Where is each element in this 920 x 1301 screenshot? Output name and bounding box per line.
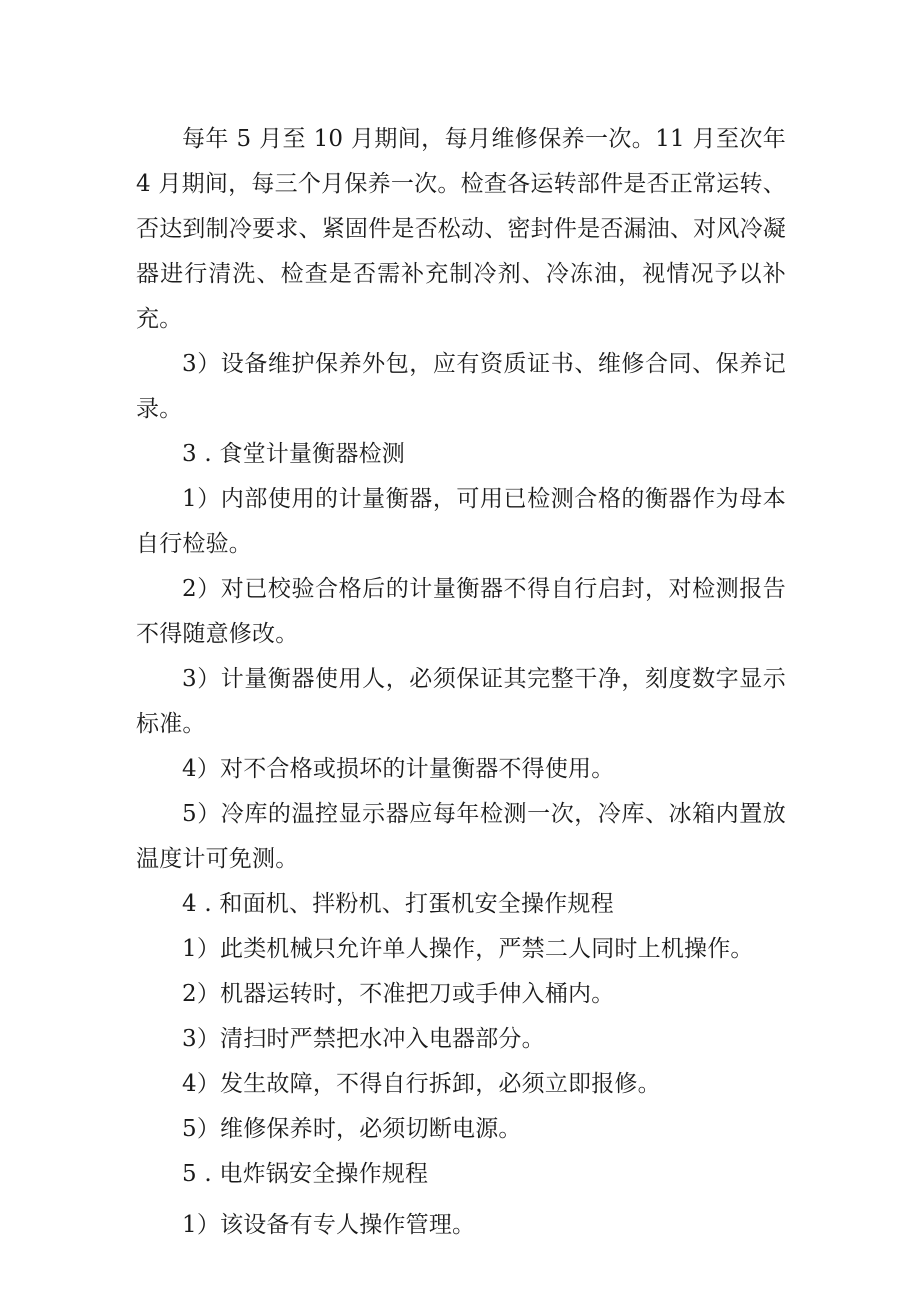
- section-heading-mixer-safety: 4 . 和面机、拌粉机、打蛋机安全操作规程: [182, 891, 614, 917]
- document-body: [136, 117, 786, 1248]
- paragraph-mixer-item-3: 3）清扫时严禁把水冲入电器部分。: [182, 1026, 545, 1052]
- paragraph-mixer-item-1: 1）此类机械只允许单人操作，严禁二人同时上机操作。: [182, 936, 754, 962]
- paragraph-outsourced-maintenance: 3）设备维护保养外包，应有资质证书、维修合同、保养记录。: [136, 351, 786, 422]
- paragraph-scale-item-1: 1）内部使用的计量衡器，可用已检测合格的衡器作为母本自行检验。: [136, 486, 786, 557]
- section-heading-scale-inspection: 3 . 食堂计量衡器检测: [182, 441, 405, 467]
- paragraph-scale-item-4: 4）对不合格或损坏的计量衡器不得使用。: [182, 756, 615, 782]
- paragraph-scale-item-5: 5）冷库的温控显示器应每年检测一次，冷库、冰箱内置放温度计可免测。: [136, 801, 786, 872]
- section-heading-fryer-safety: 5 . 电炸锅安全操作规程: [182, 1161, 429, 1187]
- paragraph-scale-item-3: 3）计量衡器使用人，必须保证其完整干净，刻度数字显示标准。: [136, 666, 786, 737]
- paragraph-mixer-item-2: 2）机器运转时，不准把刀或手伸入桶内。: [182, 981, 615, 1007]
- paragraph-fryer-item-1: 1）该设备有专人操作管理。: [182, 1212, 476, 1238]
- paragraph-mixer-item-5: 5）维修保养时，必须切断电源。: [182, 1116, 522, 1142]
- paragraph-mixer-item-4: 4）发生故障，不得自行拆卸，必须立即报修。: [182, 1071, 661, 1097]
- paragraph-maintenance-schedule: 每年 5 月至 10 月期间，每月维修保养一次。11 月至次年 4 月期间，每三个月保养一次。检查各运转部件是否正常运转、否达到制冷要求、紧固件是否松动、密封件是否漏油、对风冷凝器进行清洗、检查是否需补充制冷剂、冷冻油，视情况予以补充。: [136, 126, 786, 332]
- paragraph-scale-item-2: 2）对已校验合格后的计量衡器不得自行启封，对检测报告不得随意修改。: [136, 576, 786, 647]
